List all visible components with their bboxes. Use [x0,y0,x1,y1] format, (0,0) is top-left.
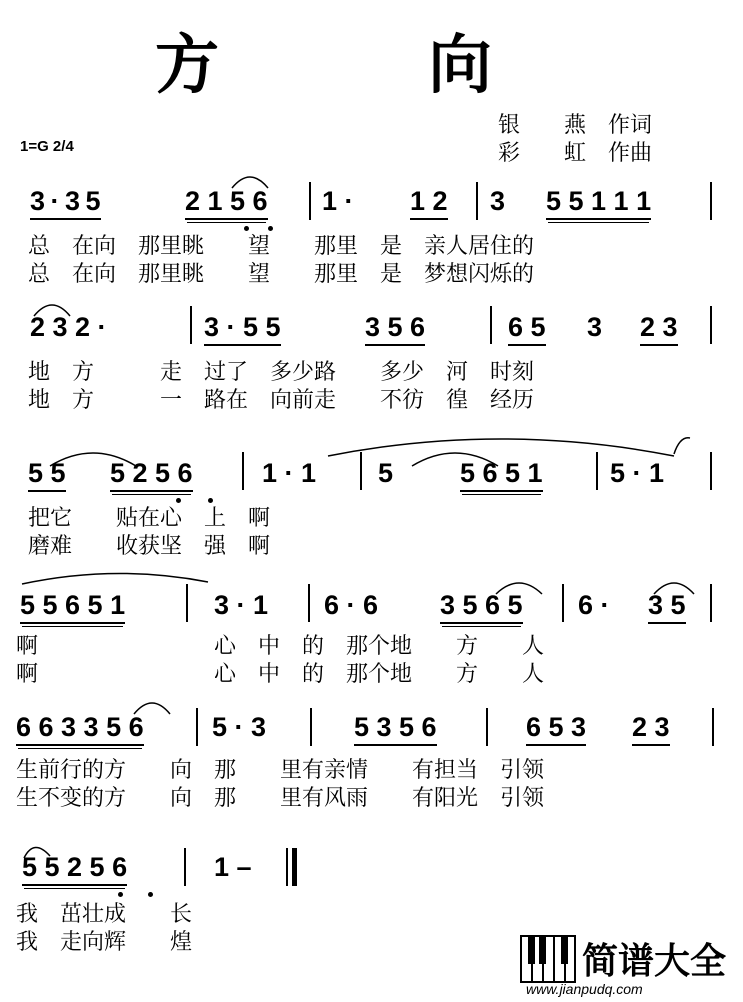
slur [672,436,692,456]
note-group: 1 · [322,186,354,216]
lower-octave-dot [268,226,273,231]
note-group: 3 [587,312,603,342]
barline [562,584,564,622]
lyric-line-1: 啊 心 中 的 那个地 方 人 [16,634,545,659]
note-group: 5 [378,458,394,488]
barline [710,584,712,622]
note-group: 5 · 3 [212,712,267,742]
barline [242,452,244,490]
note-group: 2 3 2 · [30,312,107,342]
note-group: 1 – [214,852,252,882]
barline [486,708,488,746]
barline [476,182,478,220]
note-group: 3 · 3 5 [30,188,101,215]
note-group: 5 5 [28,460,66,487]
barline [184,848,186,886]
lyric-line-1: 我 茁壮成 长 [16,902,193,927]
note-group: 1 · 1 [262,458,317,488]
lyric-line-2: 地 方 一 路在 向前走 不彷 徨 经历 [28,388,535,413]
lower-octave-dot [176,498,181,503]
note-group: 3 5 [648,592,686,619]
note-group: 5 5 1 1 1 [546,188,651,215]
title-char-1: 方 [155,28,219,103]
note-group: 5 · 1 [610,458,665,488]
barline [710,452,712,490]
title-char-2: 向 [428,28,492,103]
note-group: 2 1 5 6 [185,188,268,215]
note-group: 3 · 1 [214,590,269,620]
slur [230,170,270,190]
lower-octave-dot [118,892,123,897]
lyricist-credit: 银 燕 作词 [498,113,653,138]
barline [308,584,310,622]
note-group: 3 5 6 [365,314,425,341]
note-group: 1 2 [410,188,448,215]
barline [190,306,192,344]
lyric-line-1: 总 在向 那里眺 望 那里 是 亲人居住的 [28,234,535,259]
lyric-line-2: 总 在向 那里眺 望 那里 是 梦想闪烁的 [28,262,535,287]
note-group: 6 · 6 [324,590,379,620]
note-group: 2 3 [640,314,678,341]
tie-arc [20,568,210,588]
barline [712,708,714,746]
note-group: 5 6 5 1 [460,460,543,487]
tie-arc [326,430,676,460]
note-group: 3 · 5 5 [204,314,281,341]
final-barline-thin [286,848,288,886]
note-group: 5 3 5 6 [354,714,437,741]
logo-name: 简谱大全 [582,941,727,982]
lower-octave-dot [208,498,213,503]
barline [186,584,188,622]
note-group: 6 · [578,590,610,620]
lyric-line-2: 磨难 收获坚 强 啊 [28,534,271,559]
barline [710,182,712,220]
composer-credit: 彩 虹 作曲 [498,141,653,166]
lyric-line-2: 啊 心 中 的 那个地 方 人 [16,662,545,687]
note-group: 3 5 6 5 [440,592,523,619]
barline [309,182,311,220]
barline [490,306,492,344]
note-group: 5 2 5 6 [110,460,193,487]
lyric-line-1: 生前行的方 向 那 里有亲情 有担当 引领 [16,758,545,783]
logo-url[interactable]: www.jianpudq.com [526,981,643,997]
note-group: 3 [490,186,506,216]
note-group: 2 3 [632,714,670,741]
lyric-line-2: 我 走向辉 煌 [16,930,193,955]
lower-octave-dot [244,226,249,231]
lyric-line-1: 地 方 走 过了 多少路 多少 河 时刻 [28,360,535,385]
piano-keys-icon [520,935,576,983]
site-logo[interactable] [520,935,736,997]
lyric-line-1: 把它 贴在心 上 啊 [28,506,271,531]
lyric-line-2: 生不变的方 向 那 里有风雨 有阳光 引领 [16,786,545,811]
barline [196,708,198,746]
note-group: 6 5 3 [526,714,586,741]
note-group: 6 6 3 3 5 6 [16,714,144,741]
note-group: 6 5 [508,314,546,341]
note-group: 5 5 6 5 1 [20,592,125,619]
key-signature: 1=G 2/4 [20,138,74,155]
final-barline-thick [292,848,297,886]
barline [310,708,312,746]
lower-octave-dot [148,892,153,897]
barline [710,306,712,344]
note-group: 5 5 2 5 6 [22,854,127,881]
